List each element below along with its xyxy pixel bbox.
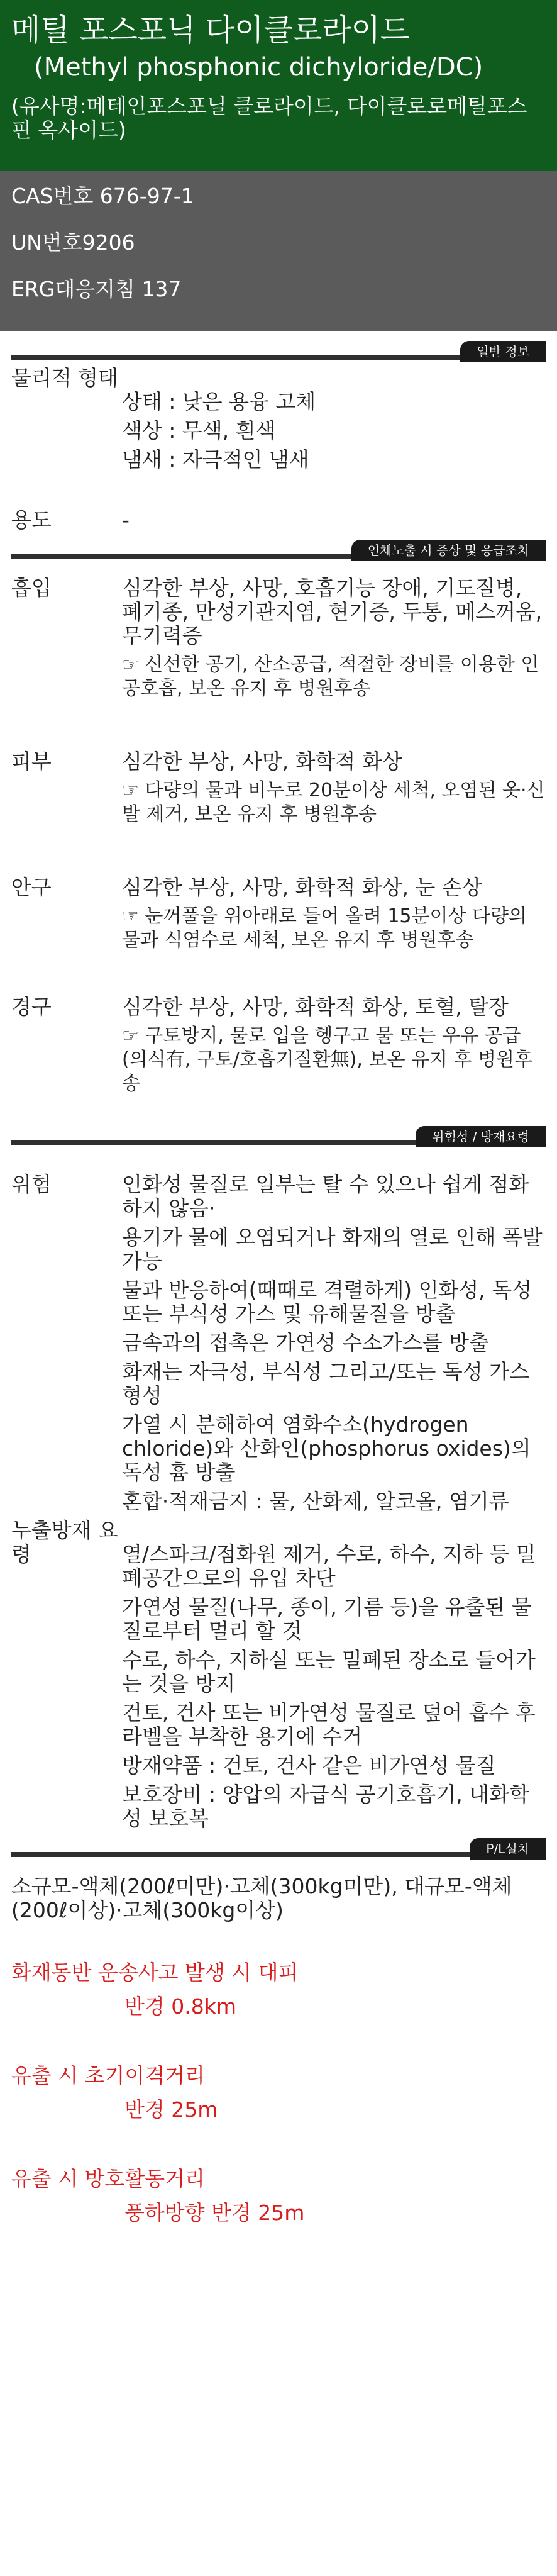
risk-row xyxy=(0,1173,557,1519)
inhalation-label: 흡입 xyxy=(11,576,52,600)
inhalation-values xyxy=(122,576,546,706)
eye-symptom: 심각한 부상, 사망, 화학적 화상, 눈 손상 xyxy=(122,875,482,900)
protective-action-value: 풍하방향 반경 25m xyxy=(124,2200,305,2225)
oral-aid: ☞ 구토방지, 물로 입을 헹구고 물 또는 우유 공급(의식有, 구토/호흡기질환無), 보온 유지 후 병원후송 xyxy=(122,1025,532,1095)
prop-odor: 냄새 : 자극적인 냄새 xyxy=(122,447,309,472)
prop-color: 색상 : 무색, 흰색 xyxy=(122,418,276,443)
physical-form-label: 물리적 형태 xyxy=(11,365,118,390)
section-label-pl: P/L설치 xyxy=(470,1838,546,1860)
eye-aid: ☞ 눈꺼풀을 위아래로 들어 올려 15분이상 다량의 물과 식염수로 세척, 보온 유지 후 병원후송 xyxy=(122,905,527,951)
physical-form-row xyxy=(0,366,557,477)
alias-names: (유사명:메테인포스포닐 클로라이드, 다이클로로메틸포스핀 옥사이드) xyxy=(11,94,527,142)
leak-item: 방재약품 : 건토, 건사 같은 비가연성 물질 xyxy=(122,1753,496,1778)
cas-number: CAS번호 676-97-1 xyxy=(11,184,194,208)
section-general xyxy=(0,341,557,362)
skin-row xyxy=(0,750,557,832)
leak-label: 누출방재 요령 xyxy=(11,1518,118,1566)
oral-values xyxy=(122,995,546,1101)
section-exposure xyxy=(0,540,557,561)
page-subtitle: (Methyl phosphonic dichyloride/DC) xyxy=(34,53,483,82)
physical-form-values xyxy=(122,366,546,477)
eye-row xyxy=(0,876,557,957)
section-label-general: 일반 정보 xyxy=(460,341,546,362)
risk-list xyxy=(122,1173,546,1519)
leak-item: 보호장비 : 양압의 자급식 공기호흡기, 내화학성 보호복 xyxy=(122,1782,529,1831)
risk-item: 화재는 자극성, 부식성 그리고/또는 독성 가스 형성 xyxy=(122,1359,529,1408)
leak-item: 가연성 물질(나무, 종이, 기름 등)을 유출된 물질로부터 멀리 할 것 xyxy=(122,1595,532,1643)
page-header xyxy=(0,0,557,171)
identifier-panel xyxy=(0,171,557,331)
use-row xyxy=(0,508,557,532)
leak-list xyxy=(122,1519,546,1836)
initial-isolation-value: 반경 25m xyxy=(124,2097,218,2122)
prop-state: 상태 : 낮은 용융 고체 xyxy=(122,389,316,414)
risk-item: 물과 반응하여(때때로 격렬하게) 인화성, 독성 또는 부식성 가스 및 유해물질을 방출 xyxy=(122,1278,532,1326)
scale-definition: 소규모-액체(200ℓ미만)·고체(300kg미만), 대규모-액체(200ℓ이상)·고체(300kg이상) xyxy=(11,1874,512,1922)
skin-label: 피부 xyxy=(11,749,52,774)
section-hazard xyxy=(0,1126,557,1147)
use-label: 용도 xyxy=(11,508,52,532)
oral-row xyxy=(0,995,557,1101)
risk-label: 위험 xyxy=(11,1172,52,1196)
page-title: 메틸 포스포닉 다이클로라이드 xyxy=(11,13,410,48)
leak-item: 수로, 하수, 지하실 또는 밀폐된 장소로 들어가는 것을 방지 xyxy=(122,1648,536,1696)
inhalation-row xyxy=(0,576,557,706)
section-label-hazard: 위험성 / 방재요령 xyxy=(416,1126,546,1147)
skin-symptom: 심각한 부상, 사망, 화학적 화상 xyxy=(122,749,402,774)
section-pl xyxy=(0,1838,557,1860)
risk-item: 용기가 물에 오염되거나 화재의 열로 인해 폭발 가능 xyxy=(122,1225,543,1273)
leak-item: 열/스파크/점화원 제거, 수로, 하수, 지하 등 밀폐공간으로의 유입 차단 xyxy=(122,1542,536,1590)
leak-row xyxy=(0,1519,557,1836)
eye-label: 안구 xyxy=(11,875,52,900)
inhalation-symptom: 심각한 부상, 사망, 호흡기능 장애, 기도질병, 폐기종, 만성기관지염, 현기증, 두통, 메스꺼움, 무기력증 xyxy=(122,576,543,648)
fire-evacuation-value: 반경 0.8km xyxy=(124,1994,236,2019)
section-label-exposure: 인체노출 시 증상 및 응급조치 xyxy=(351,540,546,561)
inhalation-aid: ☞ 신선한 공기, 산소공급, 적절한 장비를 이용한 인공호흡, 보온 유지 후 병원후송 xyxy=(122,654,539,700)
fire-evacuation-label: 화재동반 운송사고 발생 시 대피 xyxy=(11,1960,299,1985)
risk-item: 금속과의 접촉은 가연성 수소가스를 방출 xyxy=(122,1330,489,1355)
protective-action-label: 유출 시 방호활동거리 xyxy=(11,2166,205,2191)
erg-guide: ERG대응지침 137 xyxy=(11,277,182,301)
risk-item: 혼합·적재금지 : 물, 산화제, 알코올, 염기류 xyxy=(122,1489,509,1514)
risk-item: 가열 시 분해하여 염화수소(hydrogen chloride)와 산화인(phosphorus oxides)의 독성 흄 방출 xyxy=(122,1412,531,1485)
initial-isolation-label: 유출 시 초기이격거리 xyxy=(11,2063,205,2088)
section-divider xyxy=(11,1852,546,1857)
skin-values xyxy=(122,750,546,832)
oral-label: 경구 xyxy=(11,995,52,1019)
leak-item: 건토, 건사 또는 비가연성 물질로 덮어 흡수 후 라벨을 부착한 용기에 수거 xyxy=(122,1700,536,1749)
use-value: - xyxy=(122,508,130,532)
risk-item: 인화성 물질로 일부는 탈 수 있으나 쉽게 점화하지 않음· xyxy=(122,1172,529,1220)
eye-values xyxy=(122,876,546,957)
un-number: UN번호9206 xyxy=(11,230,135,255)
oral-symptom: 심각한 부상, 사망, 화학적 화상, 토혈, 탈장 xyxy=(122,995,509,1019)
skin-aid: ☞ 다량의 물과 비누로 20분이상 세척, 오염된 옷·신발 제거, 보온 유지 후 병원후송 xyxy=(122,779,545,825)
